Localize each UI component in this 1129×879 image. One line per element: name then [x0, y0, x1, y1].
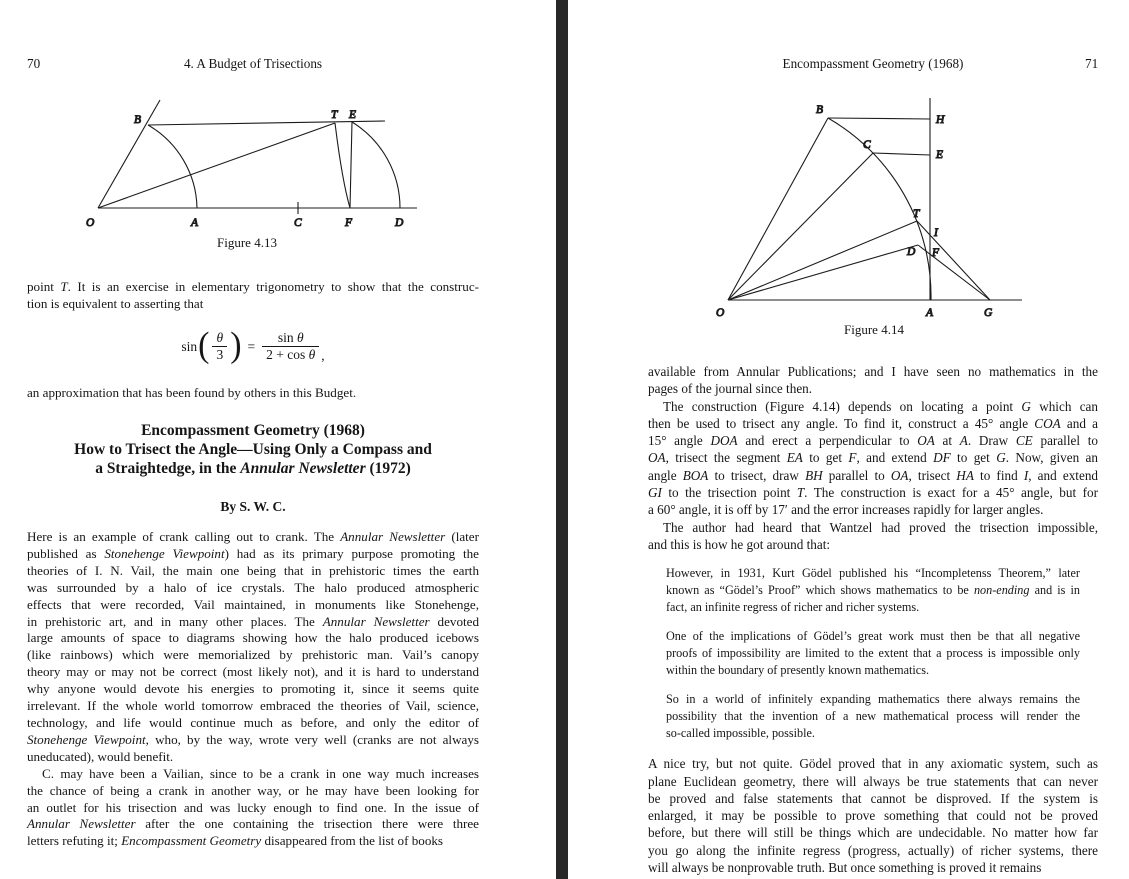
fig414-label-O: O [716, 307, 725, 319]
left-body-paragraph-1: Here is an example of crank calling out to crank. The Annular Newsletter (later published as Stonehenge Viewpoint) had as its primary purpose promoting the theories of I. N. Vail, the main one being that in prehistoric times the earth was surrounded by a halo of ice crystals. The halo produced atmospheric effects that were recorded, Vail maintained, in monuments like Stonehenge, in prehistoric art, and in many other places. The Annular Newsletter devoted large amounts of space to diagrams showing how the halo produced icebows (like rainbows) which were memorialized by prehistoric man. Vail’s canopy theory may or may not be correct (most likely not), and it is hard to understand why anyone would devote his energies to promoting it, since it seems quite irrelevant. If the whole world tomorrow embraced the theories of Vail, science, technology, and life would continue much as before, and only the editor of Stonehenge Viewpoint, who, by the way, wrote very well (cranks are not always uneducated), would benefit. [27, 529, 479, 764]
right-paragraph-3: The author had heard that Wantzel had proved the trisection impossible, and this is how he got around that: [648, 519, 1098, 552]
fig414-label-H: H [936, 114, 945, 126]
fig413-label-O: O [86, 217, 95, 229]
left-body-paragraph-2: C. may have been a Vailian, since to be a crank in one way much increases the chance of being a crank in another way, or he may have been looking for an outlet for his trisection and was lucky enough to find one. In the issue of Annular Newsletter after the one containing the trisection there were three letters refuting it; Encompassment Geometry disappeared from the list of books [27, 765, 479, 849]
figure-4-13-caption: Figure 4.13 [217, 235, 277, 250]
left-after-formula-line: an approximation that has been found by others in this Budget. [27, 385, 357, 400]
left-body [27, 529, 479, 850]
blockquote-1: However, in 1931, Kurt Gödel published his “Incompletenss Theorem,” later known as “Gödel’s Proof” which shows mathematics to be non-ending and is in fact, an infinite regress of richer and richer systems. [666, 566, 1080, 615]
left-running-header: 4. A Budget of Trisections [183, 56, 323, 71]
right-running-header: Encompassment Geometry (1968) [782, 56, 964, 71]
left-page-number: 70 [27, 56, 41, 71]
blockquote-2: One of the implications of Gödel’s great work must then be that all negative proofs of impossibility are limited to the extent that a process is impossible only within the boundary of presently known mathematics. [666, 629, 1080, 678]
right-paragraph-1: available from Annular Publications; and I have seen no mathematics in the pages of the journal since then. [648, 364, 1098, 397]
right-body [648, 363, 1098, 876]
equation-comma: , [321, 347, 325, 363]
figure-4-14-diagram [700, 95, 1040, 320]
fig413-label-C: C [294, 217, 302, 229]
right-paragraph-4: A nice try, but not quite. Gödel proved that in any axiomatic system, such as plane Euclidean geometry, there will always be true statements that can never be proved and false statements that cannot be disproved. If the system is enlarged, it may be possible to prove something that could not be proved before, but there will still be things which are undecidable. No matter how far you go along the infinite regress (progress, actually) of richer systems, there will always be nonprovable truth. But once something is proved it remains [648, 756, 1098, 876]
right-paragraph-2: The construction (Figure 4.14) depends on locating a point G which can then be used to trisect any angle. To find it, construct a 45° angle COA and a 15° angle DOA and erect a perpendicular to OA at A. Draw CE parallel to OA, trisect the segment EA to get F, and extend DF to get G. Now, given an angle BOA to trisect, draw BH parallel to OA, trisect HA to find I, and extend GI to the trisection point T. The construction is exact for a 45° angle, but for a 60° angle, it is off by 17′ and the error increases rapidly for larger angles. [648, 398, 1099, 518]
fig414-label-T: T [913, 208, 920, 220]
equation-open-paren: ( [198, 326, 210, 366]
section-heading: Encompassment Geometry (1968) How to Trisect the Angle—Using Only a Compass and a Straightedge, in the Annular Newsletter (1972) [74, 422, 432, 477]
fig413-label-T: T [331, 109, 338, 121]
fig414-label-A: A [926, 307, 934, 319]
equation-equals: = [247, 338, 256, 354]
figure-4-13-diagram [55, 85, 435, 245]
fig414-label-G: G [984, 307, 993, 319]
fig413-label-D: D [395, 217, 404, 229]
fig414-label-F: F [932, 247, 940, 259]
right-page-number: 71 [1085, 56, 1099, 71]
equation-sin: sin [181, 338, 198, 354]
byline: By S. W. C. [220, 499, 286, 514]
fig413-label-F: F [345, 217, 353, 229]
fig413-label-A: A [191, 217, 199, 229]
right-page [568, 0, 1129, 879]
fig414-label-D: D [907, 246, 916, 258]
left-page [0, 0, 556, 879]
fig414-label-I: I [934, 227, 938, 239]
fig414-label-C: C [863, 139, 871, 151]
fig414-label-B: B [816, 104, 824, 116]
book-gutter-shadow [556, 0, 568, 879]
fig413-label-E: E [349, 109, 357, 121]
equation-fraction-theta-thirds: $\frac{\theta}{3}$ [212, 330, 227, 363]
fig414-label-E: E [936, 149, 944, 161]
blockquote-3: So in a world of infinitely expanding mathematics there always remains the possibility that the invention of a new mathematical process will render the so-called impossible, possible. [666, 692, 1080, 741]
fig413-label-B: B [134, 114, 142, 126]
figure-4-14-caption: Figure 4.14 [844, 322, 904, 337]
equation-fraction-rhs: $\frac{\text{sin θ}}{\text{2 + cos θ}}$ [262, 330, 319, 363]
left-intro-paragraph: point T. It is an exercise in elementary trigonometry to show that the construc- tion is equivalent to asserting that [27, 279, 479, 311]
equation [27, 326, 479, 366]
equation-close-paren: ) [230, 326, 242, 366]
